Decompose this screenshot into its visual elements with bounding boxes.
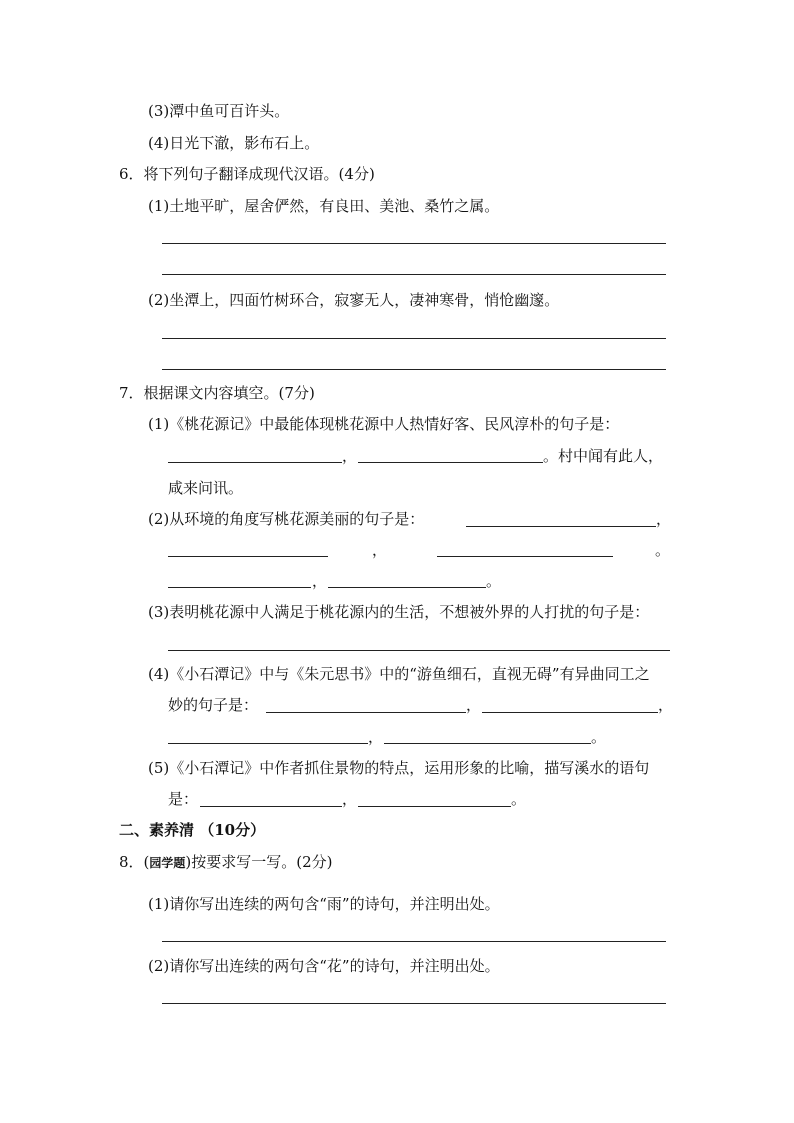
- answer-blank[interactable]: [168, 587, 311, 588]
- answer-blank[interactable]: [168, 743, 368, 744]
- period: 。: [511, 790, 527, 808]
- answer-blank[interactable]: [168, 556, 328, 557]
- q7-item-3: (3)表明桃花源中人满足于桃花源内的生活，不想被外界的人打扰的句子是：: [148, 603, 650, 621]
- answer-blank[interactable]: [466, 526, 656, 527]
- comma: ，: [658, 696, 674, 714]
- comma: ，: [368, 728, 384, 746]
- answer-line[interactable]: [162, 941, 666, 942]
- comma: ，: [342, 790, 358, 808]
- q8-number: 8．(: [119, 853, 150, 871]
- q7-item-2: (2)从环境的角度写桃花源美丽的句子是：: [148, 510, 425, 528]
- answer-line[interactable]: [162, 338, 666, 339]
- answer-line[interactable]: [162, 274, 666, 275]
- q7-item-5-cont: 是：: [168, 790, 199, 808]
- q8-tag: 园学题: [149, 856, 186, 870]
- q8-instruction: )按要求写一写。(2分): [185, 853, 333, 871]
- answer-blank[interactable]: [168, 462, 342, 463]
- q7-title: 7．根据课文内容填空。(7分): [119, 384, 315, 402]
- comma: ，: [656, 510, 672, 528]
- period: 。: [486, 572, 502, 590]
- q5-item-4: (4)日光下澈，影布石上。: [148, 134, 320, 152]
- answer-blank[interactable]: [328, 587, 486, 588]
- q7-item-1-tail: 。村中闻有此人，: [543, 447, 664, 465]
- period: 。: [591, 728, 607, 746]
- q8-item-1: (1)请你写出连续的两句含“雨”的诗句，并注明出处。: [148, 895, 500, 913]
- answer-line[interactable]: [162, 243, 666, 244]
- answer-blank[interactable]: [358, 806, 511, 807]
- period: 。: [655, 541, 671, 559]
- answer-blank[interactable]: [266, 712, 466, 713]
- q6-item-1: (1)土地平旷，屋舍俨然，有良田、美池、桑竹之属。: [148, 197, 500, 215]
- q8-item-2: (2)请你写出连续的两句含“花”的诗句，并注明出处。: [148, 957, 500, 975]
- answer-blank[interactable]: [384, 743, 591, 744]
- answer-line[interactable]: [168, 650, 670, 651]
- q6-title: 6．将下列句子翻译成现代汉语。(4分): [119, 165, 375, 183]
- q7-item-4: (4)《小石潭记》中与《朱元思书》中的“游鱼细石，直视无碍”有异曲同工之: [148, 665, 650, 683]
- section-heading: 二、素养清 （10分）: [119, 821, 266, 839]
- answer-blank[interactable]: [358, 462, 543, 463]
- answer-blank[interactable]: [482, 712, 658, 713]
- q8-title: [119, 852, 333, 873]
- q7-item-5: (5)《小石潭记》中作者抓住景物的特点，运用形象的比喻，描写溪水的语句: [148, 759, 650, 777]
- q5-item-3: (3)潭中鱼可百许头。: [148, 102, 290, 120]
- q6-item-2: (2)坐潭上，四面竹树环合，寂寥无人，凄神寒骨，悄怆幽邃。: [148, 291, 560, 309]
- answer-line[interactable]: [162, 369, 666, 370]
- answer-line[interactable]: [162, 1003, 666, 1004]
- comma: ，: [466, 696, 482, 714]
- comma: ，: [342, 447, 358, 465]
- q7-item-1: (1)《桃花源记》中最能体现桃花源中人热情好客、民风淳朴的句子是：: [148, 415, 620, 433]
- q7-item-4-cont: 妙的句子是：: [168, 696, 259, 714]
- answer-blank[interactable]: [200, 806, 342, 807]
- q7-item-1-cont: 咸来问讯。: [168, 479, 244, 497]
- answer-blank[interactable]: [437, 556, 613, 557]
- comma: ，: [312, 572, 328, 590]
- comma: ，: [372, 541, 388, 559]
